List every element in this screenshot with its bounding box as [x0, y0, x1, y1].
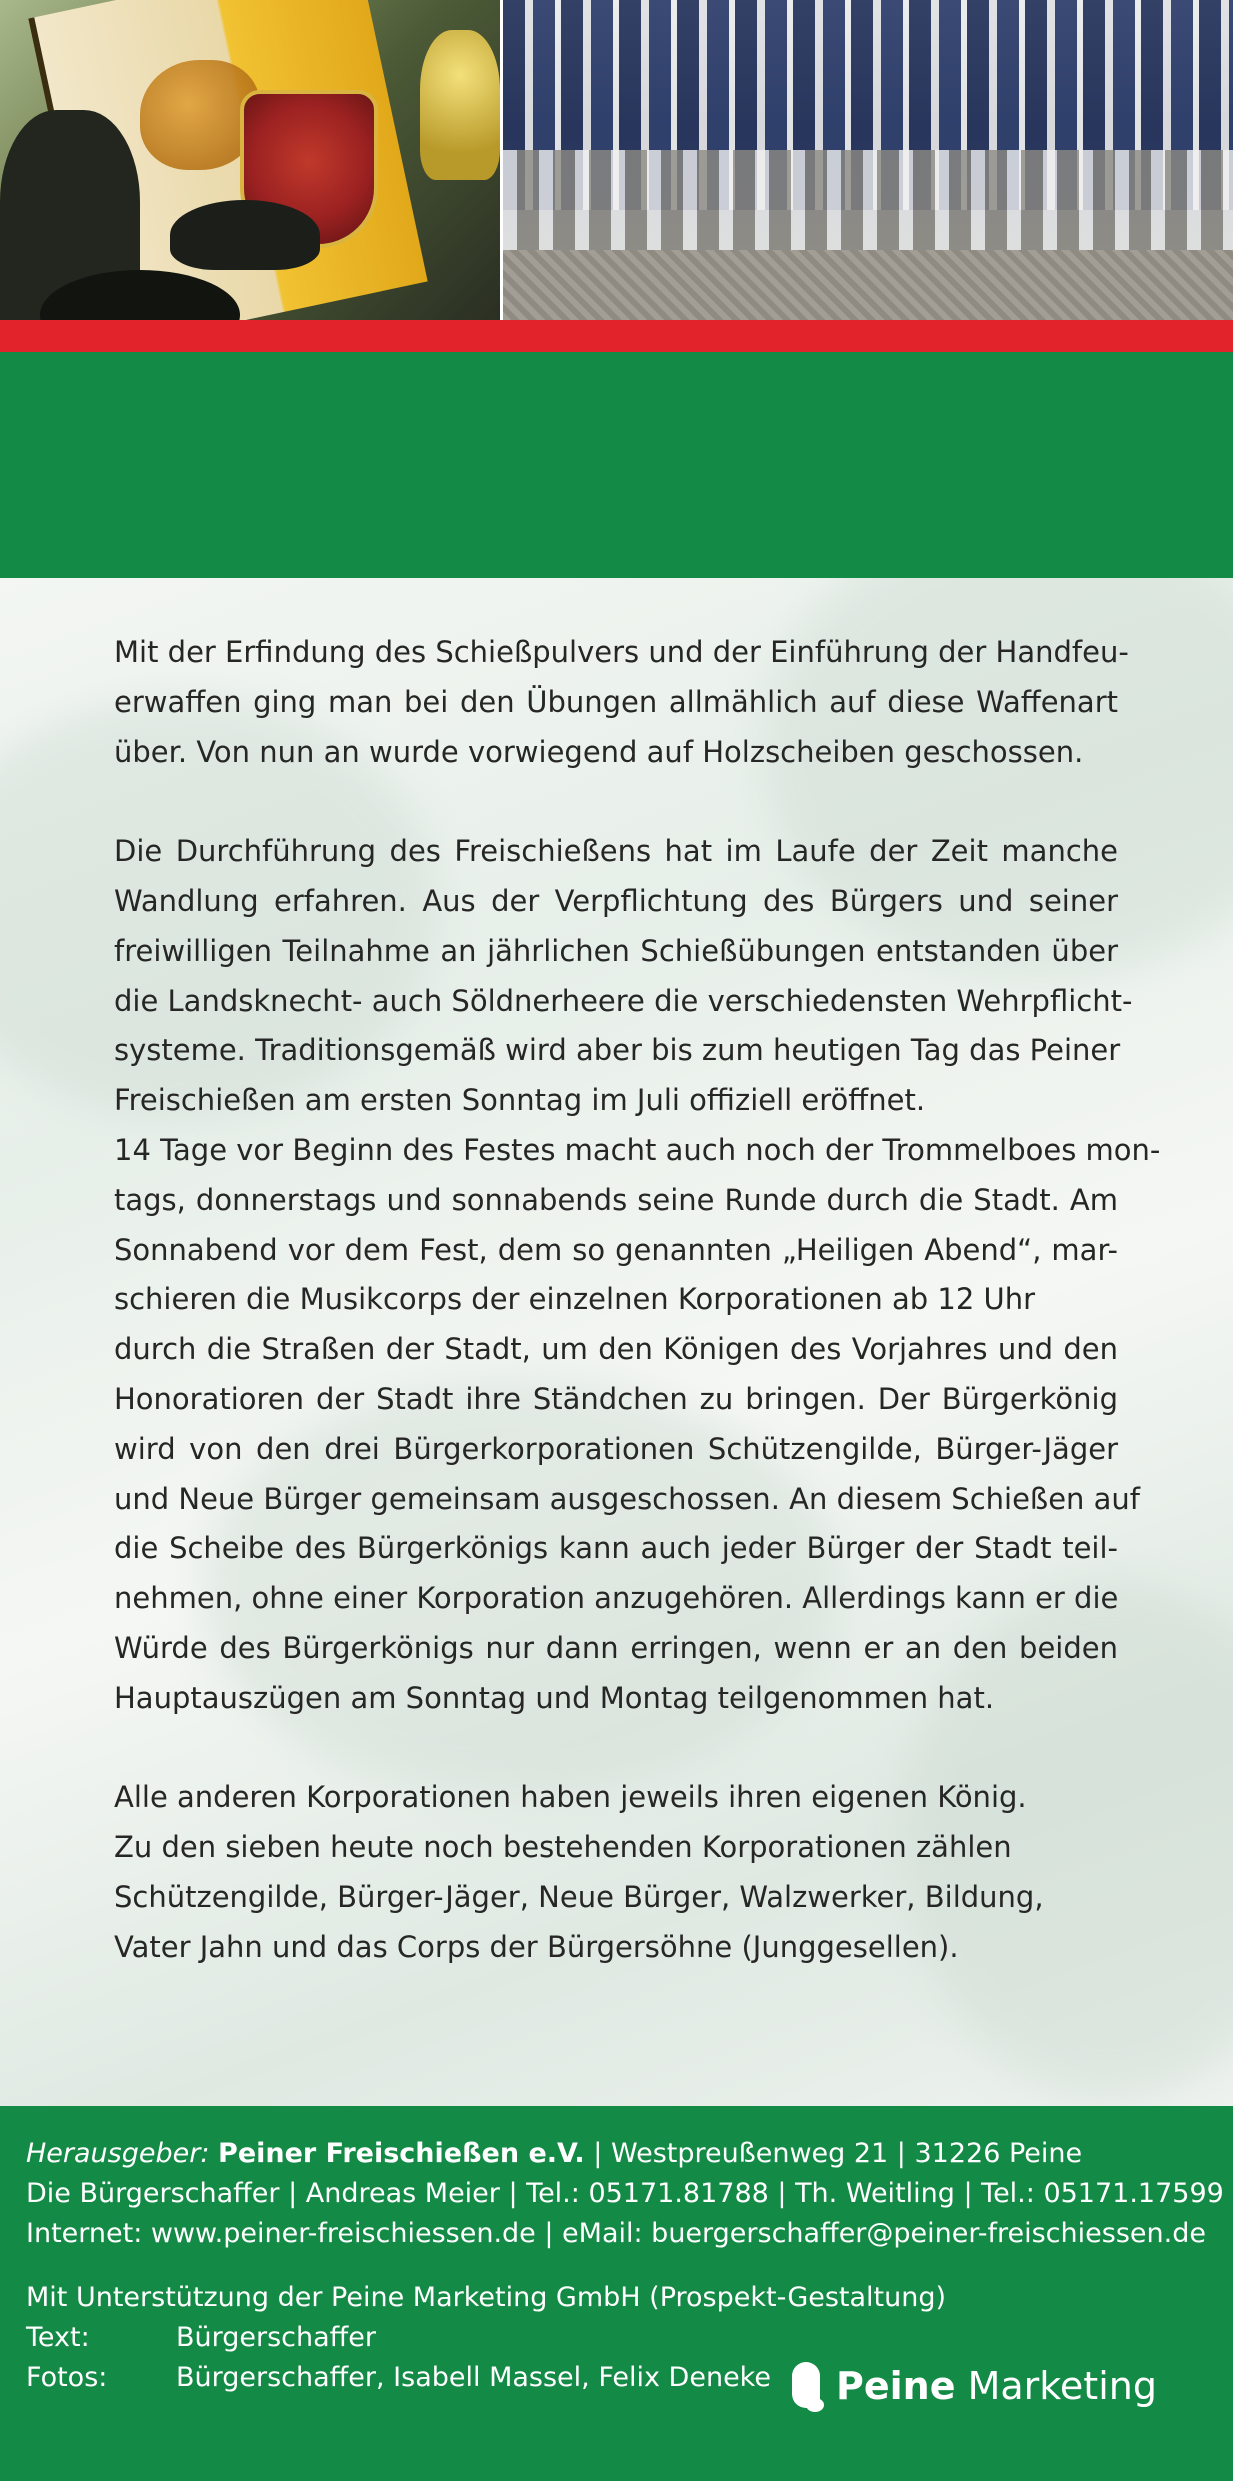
publisher-label: Herausgeber: — [26, 2138, 210, 2169]
footer-imprint — [0, 2106, 1233, 2481]
text-credit-label: Text: — [26, 2322, 90, 2353]
paragraph-trommelboes — [114, 1126, 1161, 1325]
text-line: Zu den sieben heute noch bestehenden Korporationen zählen — [114, 1830, 1012, 1865]
photos-credit-label: Fotos: — [26, 2362, 108, 2393]
publisher-address: | Westpreußenweg 21 | 31226 Peine — [584, 2138, 1083, 2169]
paragraph-buergerkoenig — [114, 1325, 1140, 1723]
text-line: systeme. Traditionsgemäß wird aber bis zum heutigen Tag das Peiner — [114, 1033, 1121, 1068]
contacts-line: Die Bürgerschaffer | Andreas Meier | Tel.: 05171.81788 | Th. Weitling | Tel.: 05171.17599 — [26, 2178, 1224, 2209]
text-line: tags, donnerstags und sonnabends seine Runde durch die Stadt. Am — [114, 1182, 1118, 1217]
text-line: durch die Straßen der Stadt, um den Königen des Vorjahres und den — [114, 1332, 1118, 1367]
red-stripe — [0, 320, 1233, 352]
body-text-area — [0, 578, 1233, 2106]
text-line: Alle anderen Korporationen haben jeweils ihren eigenen König. — [114, 1780, 1027, 1815]
text-line: und Neue Bürger gemeinsam ausgeschossen. An diesem Schießen auf — [114, 1481, 1140, 1516]
photos-credit-value: Bürgerschaffer, Isabell Massel, Felix Deneke — [176, 2362, 771, 2393]
text-line: wird von den drei Bürgerkorporationen Schützengilde, Bürger-Jäger — [114, 1431, 1118, 1466]
text-line: Freischießen am ersten Sonntag im Juli offiziell eröffnet. — [114, 1083, 926, 1118]
green-band — [0, 352, 1233, 578]
logo-text-bold: Peine — [836, 2364, 956, 2408]
article-text — [114, 628, 1161, 1973]
paragraph-gunpowder — [114, 628, 1129, 777]
text-credit-value: Bürgerschaffer — [176, 2322, 376, 2353]
band-trousers-image — [503, 150, 1233, 260]
text-line: Hauptauszügen am Sonntag und Montag teilgenommen hat. — [114, 1680, 995, 1715]
text-line: Vater Jahn und das Corps der Bürgersöhne (Junggesellen). — [114, 1929, 959, 1964]
text-line: Würde des Bürgerkönigs nur dann erringen, wenn er an den beiden — [114, 1630, 1118, 1665]
publisher-name: Peiner Freischießen e.V. — [218, 2138, 585, 2169]
text-line: Schützengilde, Bürger-Jäger, Neue Bürger, Walzwerker, Bildung, — [114, 1879, 1044, 1914]
text-line: nehmen, ohne einer Korporation anzugehören. Allerdings kann er die — [114, 1581, 1119, 1616]
text-line: Die Durchführung des Freischießens hat im Laufe der Zeit manche — [114, 834, 1118, 869]
text-line: schieren die Musikcorps der einzelnen Korporationen ab 12 Uhr — [114, 1282, 1036, 1317]
logo-text — [836, 2364, 1157, 2408]
peine-marketing-logo — [792, 2356, 1157, 2426]
pavement-image — [503, 250, 1233, 320]
photo-flag-bearer — [0, 0, 500, 320]
text-line: freiwilligen Teilnahme an jährlichen Schießübungen entstanden über — [114, 933, 1118, 968]
photo-marching-band — [503, 0, 1233, 320]
support-line: Mit Unterstützung der Peine Marketing GmbH (Prospekt-Gestaltung) — [26, 2282, 947, 2313]
text-line: Wandlung erfahren. Aus der Verpflichtung des Bürgers und seiner — [114, 883, 1118, 918]
tuba-image — [420, 30, 500, 180]
logo-dot-icon — [806, 2398, 824, 2412]
text-line: 14 Tage vor Beginn des Festes macht auch noch der Trommelboes mon- — [114, 1132, 1161, 1167]
hat-image — [170, 200, 320, 270]
text-line: Sonnabend vor dem Fest, dem so genannten „Heiligen Abend“, mar- — [114, 1232, 1118, 1267]
logo-text-regular: Marketing — [955, 2364, 1157, 2408]
header-photo-collage — [0, 0, 1233, 320]
text-line: Mit der Erfindung des Schießpulvers und der Einführung der Handfeu- — [114, 635, 1129, 669]
publisher-line — [26, 2138, 1082, 2169]
text-line: Honoratioren der Stadt ihre Ständchen zu bringen. Der Bürgerkönig — [114, 1381, 1118, 1416]
internet-line: Internet: www.peiner-freischiessen.de | eMail: buergerschaffer@peiner-freischiessen.de — [26, 2218, 1206, 2249]
paragraph-history — [114, 827, 1133, 1126]
text-line: die Landsknecht- auch Söldnerheere die verschiedensten Wehrpflicht- — [114, 983, 1133, 1018]
text-line: über. Von nun an wurde vorwiegend auf Holzscheiben geschossen. — [114, 734, 1084, 769]
paragraph-korporationen — [114, 1773, 1118, 1972]
text-line: die Scheibe des Bürgerkönigs kann auch jeder Bürger der Stadt teil- — [114, 1531, 1118, 1566]
text-line: erwaffen ging man bei den Übungen allmählich auf diese Waffenart — [114, 684, 1118, 719]
